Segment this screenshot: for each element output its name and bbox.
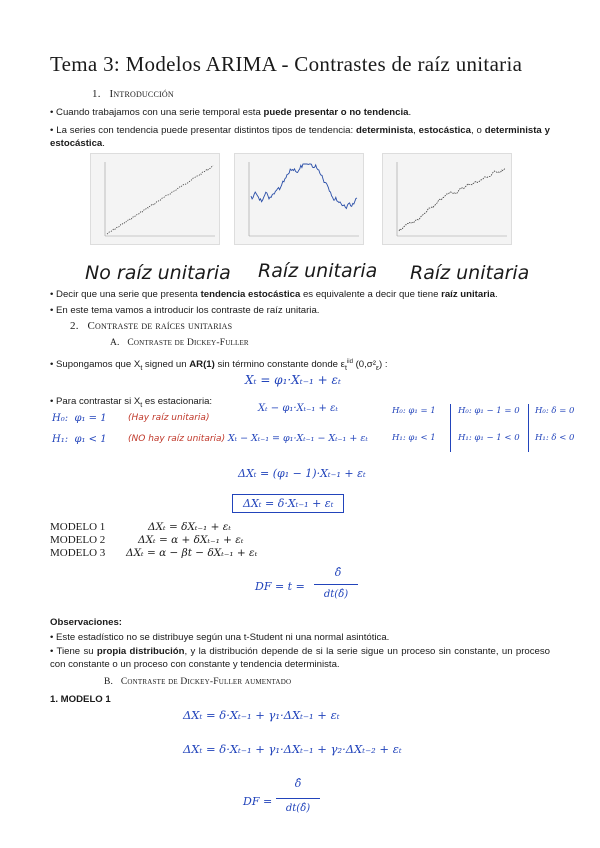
equation-adf-2: ΔXₜ = δ·Xₜ₋₁ + γ₁·ΔXₜ₋₁ + γ₂·ΔXₜ₋₂ + εₜ [183, 742, 402, 756]
section-title: Introducción [109, 88, 174, 100]
df-denominator: dt(δ̂) [323, 589, 349, 600]
observations-title: Observaciones: [50, 617, 122, 628]
modelo-1-label: 1. MODELO 1 [50, 694, 111, 705]
section-1-heading [92, 88, 174, 100]
paragraph-2: • La series con tendencia puede presentar distintos tipos de tendencia: determinista, estocástica, o determinista y estocástica. [50, 125, 550, 149]
model-2-eq: ΔXₜ = α + δXₜ₋₁ + εₜ [138, 534, 244, 546]
model-3-name: MODELO 3 [50, 547, 106, 559]
chart-caption-2: Raíz unitaria [258, 260, 378, 282]
chart-drift-random-walk [382, 153, 512, 245]
section-number: 1. [92, 88, 101, 100]
df-numerator: δ̂ [334, 566, 342, 579]
chart-random-walk [234, 153, 364, 245]
df2-numerator: δ̂ [294, 777, 302, 790]
equation-delta-boxed: ΔXₜ = δ·Xₜ₋₁ + εₜ [232, 494, 344, 513]
hyp-1-h1: H₁: φ₁ − 1 < 0 [458, 433, 520, 443]
model-3-eq: ΔXₜ = α − βt − δXₜ₋₁ + εₜ [126, 547, 258, 559]
paragraph-3: • Decir que una serie que presenta tendencia estocástica es equivalente a decir que tiene raíz unitaria. [50, 289, 498, 300]
equation-delta-phi: ΔXₜ = (φ₁ − 1)·Xₜ₋₁ + εₜ [238, 467, 366, 480]
equation-step-1: Xₜ − φ₁·Xₜ₋₁ + εₜ [258, 403, 338, 414]
page-title: Tema 3: Modelos ARIMA - Contrastes de raíz unitaria [50, 52, 523, 76]
series-line [399, 168, 505, 231]
h1-left: H₁: φ₁ < 1 [52, 434, 107, 445]
chart-caption-3: Raíz unitaria [410, 262, 530, 284]
h1-note: (NO hay raíz unitaria) [128, 434, 226, 444]
df2-denominator: dt(δ̂) [285, 803, 311, 814]
hypothesis-table [378, 404, 578, 454]
equation-ar1: Xₜ = φ₁·Xₜ₋₁ + εₜ [245, 373, 341, 387]
section-a-heading: A. Contraste de Dickey-Fuller [110, 338, 249, 348]
paragraph-4: • En este tema vamos a introducir los contraste de raíz unitaria. [50, 305, 320, 316]
chart-deterministic-trend [90, 153, 220, 245]
fraction-bar [276, 798, 320, 799]
chart-caption-1: No raíz unitaria [85, 262, 231, 284]
hyp-2-h1: H₁: δ < 0 [535, 433, 575, 443]
paragraph-5: • Supongamos que $X_t$ signed un AR(1) sin término constante donde $\varepsilon_t^{iid}$ $(0,\sigma^2_\varepsilon)$ : [50, 359, 388, 373]
fraction-bar [314, 584, 358, 585]
divider [528, 404, 529, 452]
hyp-2-h0: H₀: δ = 0 [535, 406, 575, 416]
paragraph-6: • Para contrastar si $X_t$ es estacionaria: [50, 396, 213, 409]
divider [450, 404, 451, 452]
paragraph-1: • Cuando trabajamos con una serie temporal esta puede presentar o no tendencia. [50, 107, 412, 118]
section-b-heading: B. Contraste de Dickey-Fuller aumentado [104, 677, 292, 687]
df2-lhs: DF = [243, 795, 273, 808]
observation-1: • Este estadístico no se distribuye según una t-Student ni una normal asintótica. [50, 632, 390, 643]
series-line [107, 165, 213, 234]
h0-note: (Hay raíz unitaria) [128, 413, 210, 423]
observation-2: • Tiene su propia distribución, y la distribución depende de si la serie sigue un proceso sin constante, un proceso con constante o un proceso con constante y tendencia determinista. [50, 646, 550, 670]
hyp-0-h0: H₀: φ₁ = 1 [392, 406, 436, 416]
model-2-name: MODELO 2 [50, 534, 106, 546]
equation-step-2: Xₜ − Xₜ₋₁ = φ₁·Xₜ₋₁ − Xₜ₋₁ + εₜ [228, 433, 368, 444]
h0-left: H₀: φ₁ = 1 [52, 413, 107, 424]
model-1-name: MODELO 1 [50, 521, 106, 533]
section-2-heading: 2. Contraste de raíces unitarias [70, 320, 233, 332]
hyp-0-h1: H₁: φ₁ < 1 [392, 433, 436, 443]
model-1-eq: ΔXₜ = δXₜ₋₁ + εₜ [148, 521, 231, 533]
equation-adf-1: ΔXₜ = δ·Xₜ₋₁ + γ₁·ΔXₜ₋₁ + εₜ [183, 708, 340, 722]
df-lhs: DF = t = [255, 580, 305, 593]
series-line [251, 164, 357, 209]
hyp-1-h0: H₀: φ₁ − 1 = 0 [458, 406, 520, 416]
